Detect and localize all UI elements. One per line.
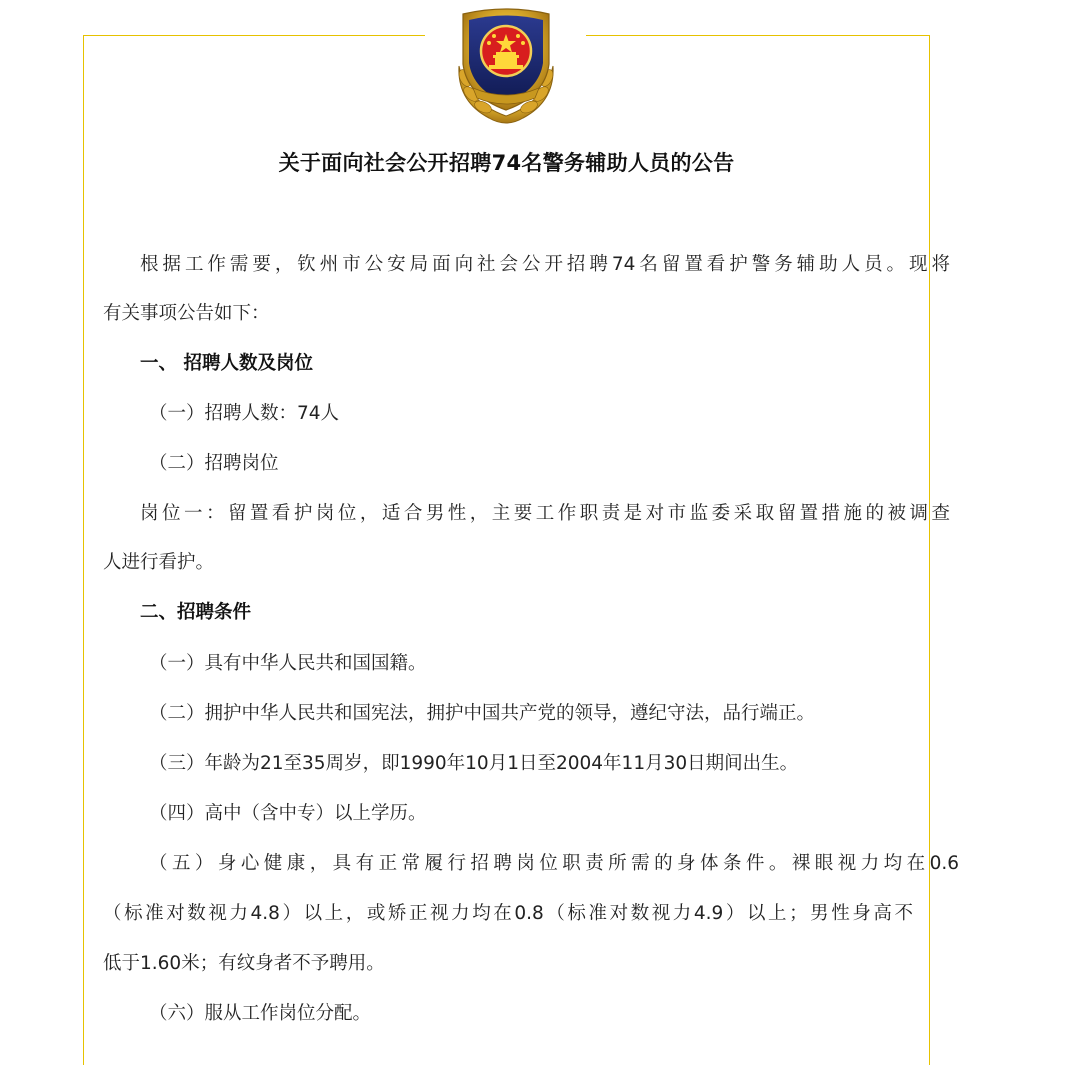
document-title: 关于面向社会公开招聘74名警务辅助人员的公告 (278, 151, 735, 175)
paragraph-line: （一）具有中华人民共和国国籍。 (149, 653, 427, 674)
paragraph-line: （标准对数视力4.8）以上，或矫正视力均在0.8（标准对数视力4.9）以上；男性身高不 (103, 903, 913, 924)
police-emblem-icon (449, 6, 563, 130)
paragraph-line: 根据工作需要，钦州市公安局面向社会公开招聘74名留置看护警务辅助人员。现将 (140, 254, 950, 275)
paragraph-line: （五）身心健康，具有正常履行招聘岗位职责所需的身体条件。裸眼视力均在0.6 (149, 853, 959, 874)
paragraph-line: （六）服从工作岗位分配。 (149, 1003, 372, 1024)
paragraph-line: （一）招聘人数：74人 (149, 403, 340, 424)
paragraph-line: （二）拥护中华人民共和国宪法，拥护中国共产党的领导，遵纪守法，品行端正。 (149, 703, 816, 724)
frame-top-border-left (83, 35, 425, 36)
paragraph-line: （四）高中（含中专）以上学历。 (149, 803, 427, 824)
paragraph-line: （二）招聘岗位 (149, 453, 279, 474)
paragraph-line: 岗位一：留置看护岗位，适合男性，主要工作职责是对市监委采取留置措施的被调查 (140, 503, 950, 524)
paragraph-line: 人进行看护。 (103, 552, 215, 573)
paragraph-line: 有关事项公告如下： (103, 303, 270, 324)
paragraph-line: 低于1.60米；有纹身者不予聘用。 (103, 953, 385, 974)
paragraph-line: （三）年龄为21至35周岁，即1990年10月1日至2004年11月30日期间出生。 (149, 753, 799, 774)
section-heading: 二、招聘条件 (140, 602, 252, 623)
section-heading: 一、 招聘人数及岗位 (140, 353, 313, 374)
frame-top-border-right (586, 35, 929, 36)
